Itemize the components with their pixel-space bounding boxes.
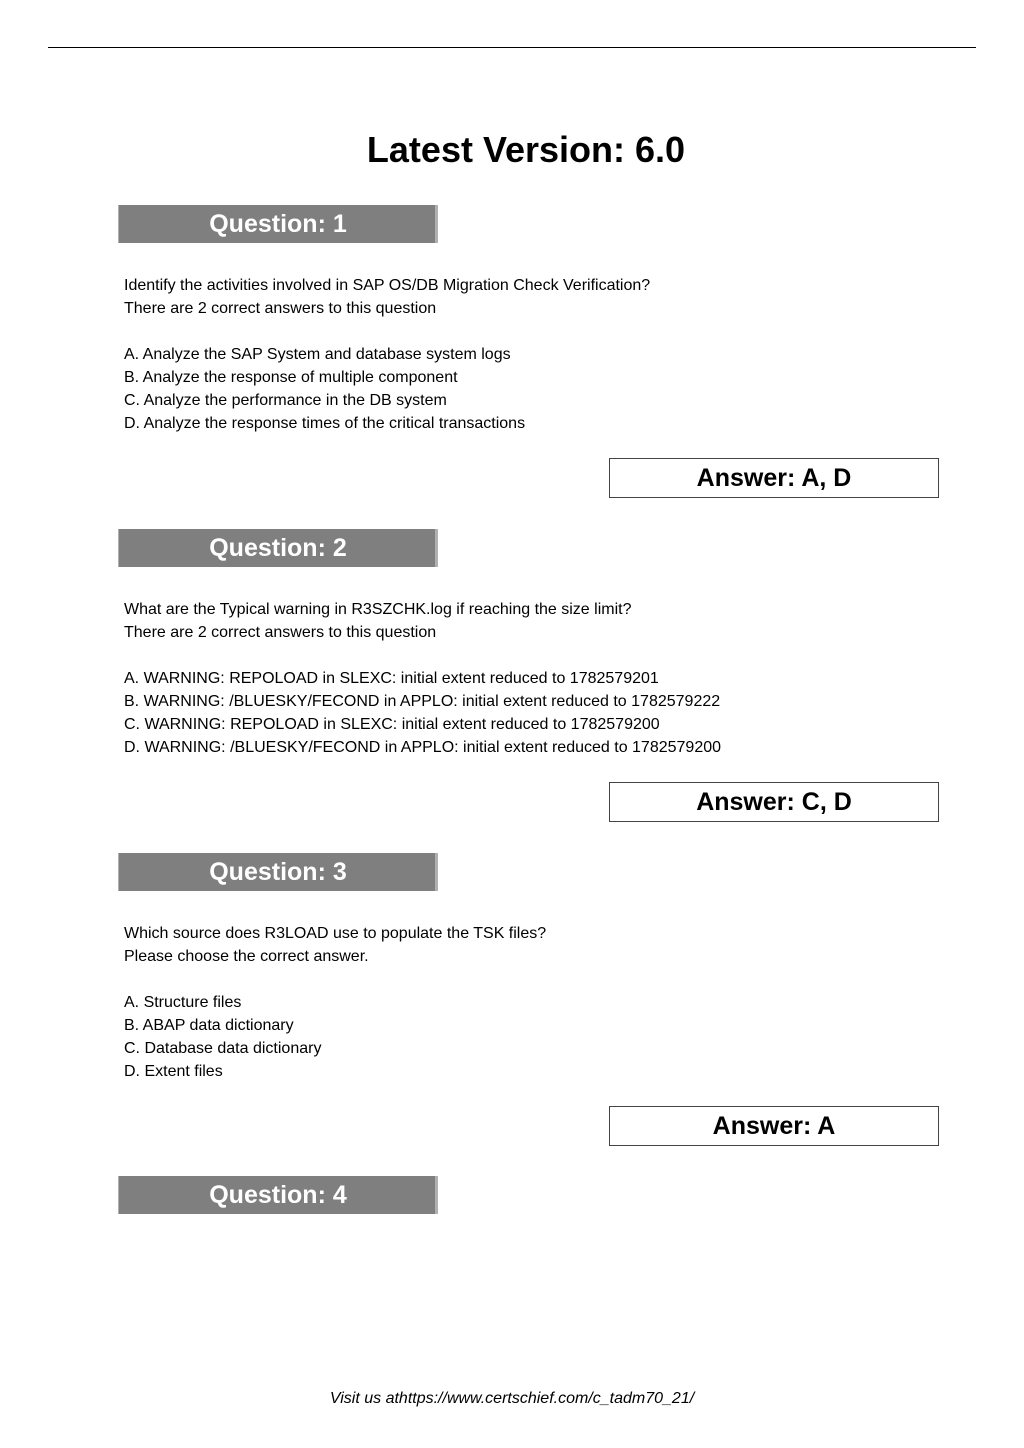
question-1-option-a: A. Analyze the SAP System and database system logs xyxy=(124,346,511,363)
top-rule xyxy=(48,47,976,48)
question-2-instruction: There are 2 correct answers to this question xyxy=(124,624,437,641)
question-1-header xyxy=(118,205,438,243)
question-3-option-a: A. Structure files xyxy=(124,994,242,1011)
footer-link-text[interactable]: Visit us athttps://www.certschief.com/c_tadm70_21/ xyxy=(329,1390,695,1407)
question-3-header xyxy=(118,853,438,891)
question-4-label: Question: 4 xyxy=(209,1181,347,1209)
question-3-option-b: B. ABAP data dictionary xyxy=(124,1017,294,1034)
question-1-body xyxy=(124,274,844,435)
question-2-option-d: D. WARNING: /BLUESKY/FECOND in APPLO: initial extent reduced to 1782579200 xyxy=(124,739,722,756)
question-2-answer: Answer: C, D xyxy=(696,788,852,816)
question-3-option-c: C. Database data dictionary xyxy=(124,1040,322,1057)
question-3-answer-box xyxy=(609,1106,939,1146)
question-1-instruction: There are 2 correct answers to this question xyxy=(124,300,437,317)
question-2-answer-box xyxy=(609,782,939,822)
question-1-answer-box xyxy=(609,458,939,498)
question-1-answer: Answer: A, D xyxy=(696,464,852,492)
question-2-label: Question: 2 xyxy=(209,534,347,562)
question-3-label: Question: 3 xyxy=(209,858,347,886)
question-2-header xyxy=(118,529,438,567)
question-2-option-a: A. WARNING: REPOLOAD in SLEXC: initial extent reduced to 1782579201 xyxy=(124,670,659,687)
question-2-option-c: C. WARNING: REPOLOAD in SLEXC: initial extent reduced to 1782579200 xyxy=(124,716,660,733)
question-3-instruction: Please choose the correct answer. xyxy=(124,948,369,965)
question-1-option-c: C. Analyze the performance in the DB system xyxy=(124,392,447,409)
question-3-prompt: Which source does R3LOAD use to populate the TSK files? xyxy=(124,925,547,942)
question-3-option-d: D. Extent files xyxy=(124,1063,223,1080)
question-3-answer: Answer: A xyxy=(712,1112,836,1140)
question-2-prompt: What are the Typical warning in R3SZCHK.log if reaching the size limit? xyxy=(124,601,632,618)
question-3-body xyxy=(124,922,844,1083)
question-4-header xyxy=(118,1176,438,1214)
question-2-body xyxy=(124,598,844,759)
page-title: Latest Version: 6.0 xyxy=(366,129,686,170)
question-1-label: Question: 1 xyxy=(209,210,347,238)
question-1-option-b: B. Analyze the response of multiple component xyxy=(124,369,458,386)
question-1-prompt: Identify the activities involved in SAP OS/DB Migration Check Verification? xyxy=(124,277,651,294)
question-2-option-b: B. WARNING: /BLUESKY/FECOND in APPLO: initial extent reduced to 1782579222 xyxy=(124,693,721,710)
question-1-option-d: D. Analyze the response times of the critical transactions xyxy=(124,415,526,432)
